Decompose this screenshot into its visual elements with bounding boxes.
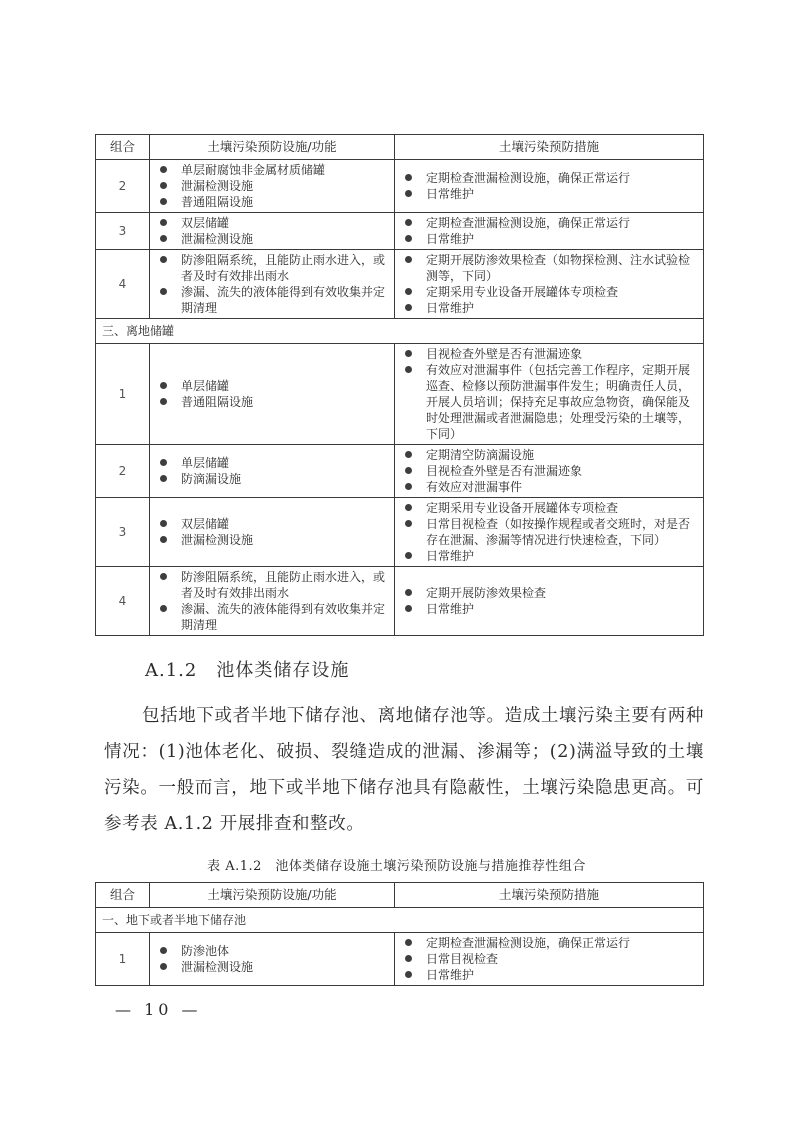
group-cell: 4 <box>96 250 150 319</box>
section-heading: A.1.2 池体类储存设施 <box>145 660 350 681</box>
list-item: 有效应对泄漏事件 <box>399 479 699 495</box>
list-item: 普通阻隔设施 <box>154 194 390 210</box>
header-facilities: 土壤污染预防设施/功能 <box>150 883 395 908</box>
table-row <box>96 933 704 986</box>
header-group: 组合 <box>96 135 150 160</box>
list-item: 双层储罐 <box>154 215 390 231</box>
header-facilities: 土壤污染预防设施/功能 <box>150 135 395 160</box>
section-title: 三、离地储罐 <box>96 319 704 344</box>
table-header-row <box>96 135 704 160</box>
table-row <box>96 160 704 213</box>
list-item: 渗漏、流失的液体能得到有效收集并定期清理 <box>154 284 390 316</box>
table-row <box>96 498 704 567</box>
list-item: 防渗阻隔系统，且能防止雨水进入，或者及时有效排出雨水 <box>154 252 390 284</box>
list-item: 有效应对泄漏事件（包括完善工作程序，定期开展巡查、检修以预防泄漏事件发生；明确责任人员，开展人员培训；保持充足事故应急物资，确保能及时处理泄漏或者泄漏隐患；处理受污染的土壤等，下同） <box>399 362 699 442</box>
table-row <box>96 344 704 445</box>
facilities-cell <box>150 250 395 319</box>
list-item: 定期检查泄漏检测设施，确保正常运行 <box>399 215 699 231</box>
section-row <box>96 319 704 344</box>
list-item: 防渗阻隔系统，且能防止雨水进入，或者及时有效排出雨水 <box>154 569 390 601</box>
list-item: 目视检查外壁是否有泄漏迹象 <box>399 346 699 362</box>
facilities-cell <box>150 344 395 445</box>
list-item: 防滴漏设施 <box>154 471 390 487</box>
facilities-cell <box>150 445 395 498</box>
measures-cell <box>395 213 704 250</box>
list-item: 渗漏、流失的液体能得到有效收集并定期清理 <box>154 601 390 633</box>
group-cell: 2 <box>96 160 150 213</box>
list-item: 泄漏检测设施 <box>154 231 390 247</box>
list-item: 日常维护 <box>399 548 699 564</box>
list-item: 日常维护 <box>399 231 699 247</box>
table-caption: 表 A.1.2 池体类储存设施土壤污染预防设施与措施推荐性组合 <box>207 859 586 874</box>
header-measures: 土壤污染预防措施 <box>395 135 704 160</box>
list-item: 泄漏检测设施 <box>154 178 390 194</box>
list-item: 日常维护 <box>399 186 699 202</box>
list-item: 泄漏检测设施 <box>154 532 390 548</box>
list-item: 日常维护 <box>399 967 699 983</box>
list-item: 日常维护 <box>399 300 699 316</box>
measures-cell <box>395 567 704 636</box>
list-item: 单层储罐 <box>154 378 390 394</box>
section-row <box>96 908 704 933</box>
section-title: 一、地下或者半地下储存池 <box>96 908 704 933</box>
list-item: 日常目视检查 <box>399 951 699 967</box>
list-item: 定期清空防滴漏设施 <box>399 447 699 463</box>
measures-cell <box>395 344 704 445</box>
measures-cell <box>395 933 704 986</box>
group-cell: 1 <box>96 344 150 445</box>
list-item: 单层耐腐蚀非金属材质储罐 <box>154 162 390 178</box>
group-cell: 1 <box>96 933 150 986</box>
facilities-cell <box>150 933 395 986</box>
body-paragraph: 包括地下或者半地下储存池、离地储存池等。造成土壤污染主要有两种情况：(1)池体老化、破损、裂缝造成的泄漏、渗漏等；(2)满溢导致的土壤污染。一般而言，地下或半地下储存池具有隐蔽性，土壤污染隐患更高。可参考表 A.1.2 开展排查和整改。 <box>104 706 704 834</box>
storage-tank-table <box>95 134 704 636</box>
table-row <box>96 445 704 498</box>
list-item: 定期检查泄漏检测设施，确保正常运行 <box>399 935 699 951</box>
list-item: 单层储罐 <box>154 455 390 471</box>
facilities-cell <box>150 160 395 213</box>
group-cell: 3 <box>96 213 150 250</box>
table-row <box>96 213 704 250</box>
table-row <box>96 250 704 319</box>
list-item: 定期采用专业设备开展罐体专项检查 <box>399 500 699 516</box>
list-item: 目视检查外壁是否有泄漏迹象 <box>399 463 699 479</box>
table-row <box>96 567 704 636</box>
facilities-cell <box>150 567 395 636</box>
measures-cell <box>395 445 704 498</box>
list-item: 定期检查泄漏检测设施，确保正常运行 <box>399 170 699 186</box>
list-item: 防渗池体 <box>154 943 390 959</box>
group-cell: 2 <box>96 445 150 498</box>
page-number: — 10 — <box>115 1000 202 1019</box>
list-item: 日常维护 <box>399 601 699 617</box>
list-item: 定期开展防渗效果检查（如物探检测、注水试验检测等，下同） <box>399 252 699 284</box>
facilities-cell <box>150 498 395 567</box>
facilities-cell <box>150 213 395 250</box>
group-cell: 3 <box>96 498 150 567</box>
list-item: 双层储罐 <box>154 516 390 532</box>
list-item: 普通阻隔设施 <box>154 394 390 410</box>
header-group: 组合 <box>96 883 150 908</box>
pool-storage-table <box>95 882 704 986</box>
list-item: 日常目视检查（如按操作规程或者交班时，对是否存在泄漏、渗漏等情况进行快速检查，下同） <box>399 516 699 548</box>
list-item: 泄漏检测设施 <box>154 959 390 975</box>
table-header-row <box>96 883 704 908</box>
measures-cell <box>395 498 704 567</box>
group-cell: 4 <box>96 567 150 636</box>
measures-cell <box>395 160 704 213</box>
list-item: 定期开展防渗效果检查 <box>399 585 699 601</box>
list-item: 定期采用专业设备开展罐体专项检查 <box>399 284 699 300</box>
measures-cell <box>395 250 704 319</box>
header-measures: 土壤污染预防措施 <box>395 883 704 908</box>
